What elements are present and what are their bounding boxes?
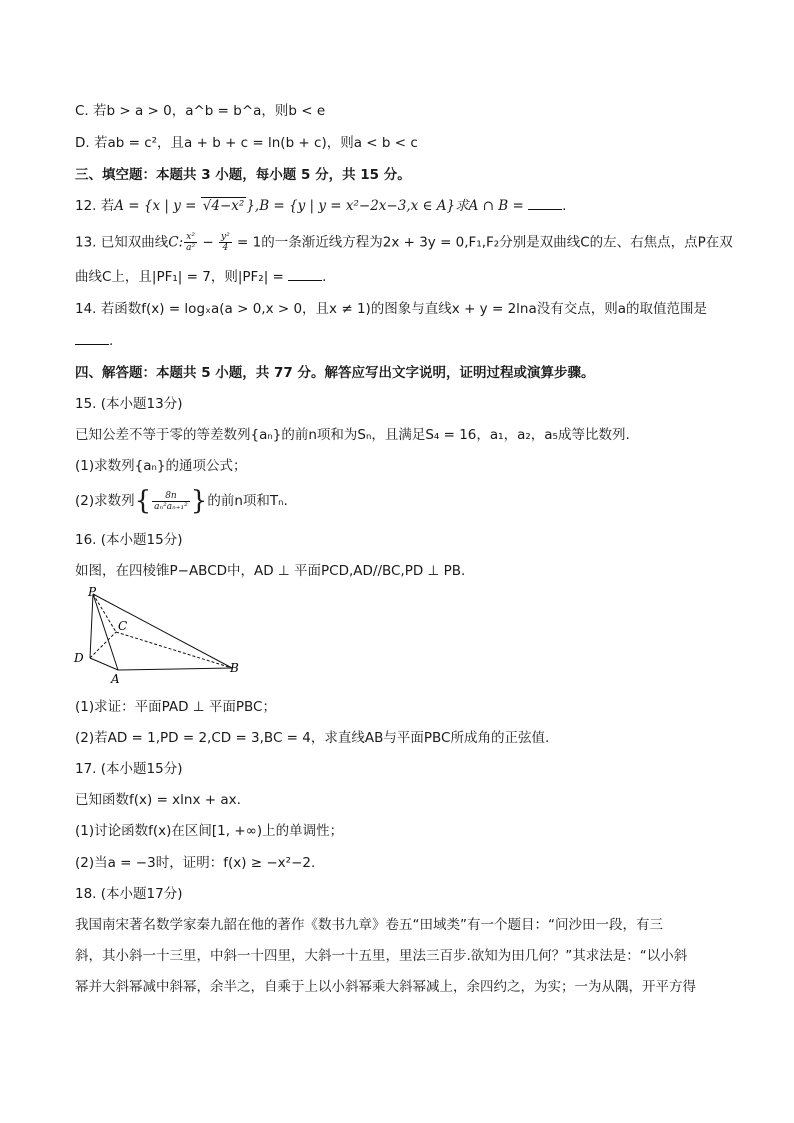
left-brace: { — [134, 486, 152, 516]
q14-end: . — [109, 333, 114, 349]
q12-rest: },B = {y | y = x²−2x−3,x ∈ A}求A ∩ B = — [246, 198, 529, 214]
right-brace: } — [190, 486, 208, 516]
q17-title: 17. (本小题15分) — [75, 761, 183, 777]
q13-frac1-num: x² — [184, 232, 197, 243]
label-b: B — [230, 661, 239, 675]
q12-set-a: A = {x | y = — [114, 198, 201, 214]
q12-end: . — [562, 198, 567, 214]
q15-frac-num: 8n — [152, 491, 190, 502]
section-3-heading: 三、填空题：本题共 3 小题，每小题 5 分，共 15 分。 — [75, 167, 411, 183]
q13-line2: 曲线C上，且|PF₁| = 7，则|PF₂| = — [75, 269, 289, 285]
q15-fraction — [152, 491, 190, 512]
label-a: A — [111, 672, 120, 686]
q15-part-1: (1)求数列{aₙ}的通项公式； — [75, 458, 247, 474]
q15-frac-den: aₙ²aₙ₊₁² — [154, 501, 188, 512]
question-12 — [75, 196, 734, 216]
label-d: D — [74, 651, 84, 665]
q12-prefix: 12. 若 — [75, 198, 115, 214]
q18-line-3: 幂并大斜幂减中斜幂，余半之，自乘于上以小斜幂乘大斜幂减上，余四约之，为实；一为从隅，开平方得 — [75, 979, 696, 995]
question-14-line-2 — [75, 331, 734, 351]
edge-pd — [90, 594, 93, 658]
section-4-heading: 四、解答题：本题共 5 小题，共 77 分。解答应写出文字说明，证明过程或演算步骤。 — [75, 365, 595, 381]
option-c: C. 若b > a > 0，a^b = b^a，则b < e — [75, 103, 326, 119]
q13-fraction-y — [219, 232, 232, 253]
q18-line-1: 我国南宋著名数学家秦九韶在他的著作《数书九章》卷五“田域类”有一个题目：“问沙田一段，有三 — [75, 917, 663, 933]
q18-line-2: 斜，其小斜一十三里，中斜一十四里，大斜一十五里，里法三百步.欲知为田几何？”其求法是：“以小斜 — [75, 948, 688, 964]
q13-answer-blank[interactable] — [288, 268, 322, 281]
q17-part-1: (1)讨论函数f(x)在区间[1, +∞)上的单调性； — [75, 823, 344, 839]
q18-title: 18. (本小题17分) — [75, 886, 183, 902]
q15-stem: 已知公差不等于零的等差数列{aₙ}的前n项和为Sₙ，且满足S₄ = 16，a₁，a₂，a₅成等比数列. — [75, 427, 630, 443]
q13-fraction-x — [184, 232, 197, 253]
label-c: C — [118, 619, 128, 633]
q12-sqrt: √4−x² — [202, 198, 245, 214]
q16-title: 16. (本小题15分) — [75, 532, 183, 548]
q13-line2-end: . — [322, 269, 327, 285]
q15-p2-prefix: (2)求数列 — [75, 493, 135, 509]
q15-title: 15. (本小题13分) — [75, 396, 183, 412]
edge-dc — [90, 632, 116, 658]
q14-answer-blank[interactable] — [75, 332, 109, 345]
q13-rest: = 1的一条渐近线方程为2x + 3y = 0,F₁,F₂分别是双曲线C的左、右焦点，点P在双 — [232, 234, 733, 251]
label-p: P — [88, 586, 97, 599]
q13-minus: − — [198, 234, 219, 251]
question-14: 14. 若函数f(x) = logₓa(a > 0,x > 0，且x ≠ 1)的图象与直线x + y = 2lna没有交点，则a的取值范围是 — [75, 301, 708, 317]
q16-part-1: (1)求证：平面PAD ⊥ 平面PBC； — [75, 699, 276, 715]
question-13-line-2 — [75, 267, 734, 287]
q12-answer-blank[interactable] — [528, 197, 562, 210]
q13-prefix: 13. 已知双曲线 — [75, 234, 169, 251]
pyramid-figure — [72, 586, 252, 686]
option-d: D. 若ab = c²，且a + b + c = ln(b + c)，则a < b < c — [75, 135, 418, 151]
q17-stem: 已知函数f(x) = xlnx + ax. — [75, 792, 241, 808]
q13-frac1-den: a² — [186, 243, 196, 253]
edge-ab — [118, 668, 232, 670]
q12-sqrt-body: 4−x² — [211, 198, 245, 214]
q13-frac2-den: 4 — [222, 243, 229, 253]
q16-part-2: (2)若AD = 1,PD = 2,CD = 3,BC = 4，求直线AB与平面PBC所成角的正弦值. — [75, 730, 550, 746]
q17-part-2: (2)当a = −3时，证明：f(x) ≥ −x²−2. — [75, 855, 316, 871]
q13-frac2-num: y² — [221, 232, 230, 242]
edge-da — [90, 658, 118, 670]
q15-p2-suffix: 的前n项和Tₙ. — [207, 493, 288, 509]
q16-stem: 如图，在四棱锥P−ABCD中，AD ⊥ 平面PCD,AD//BC,PD ⊥ PB. — [75, 563, 466, 579]
q13-c: C: — [168, 234, 184, 251]
q15-part-2 — [75, 488, 734, 514]
question-13 — [75, 232, 734, 253]
